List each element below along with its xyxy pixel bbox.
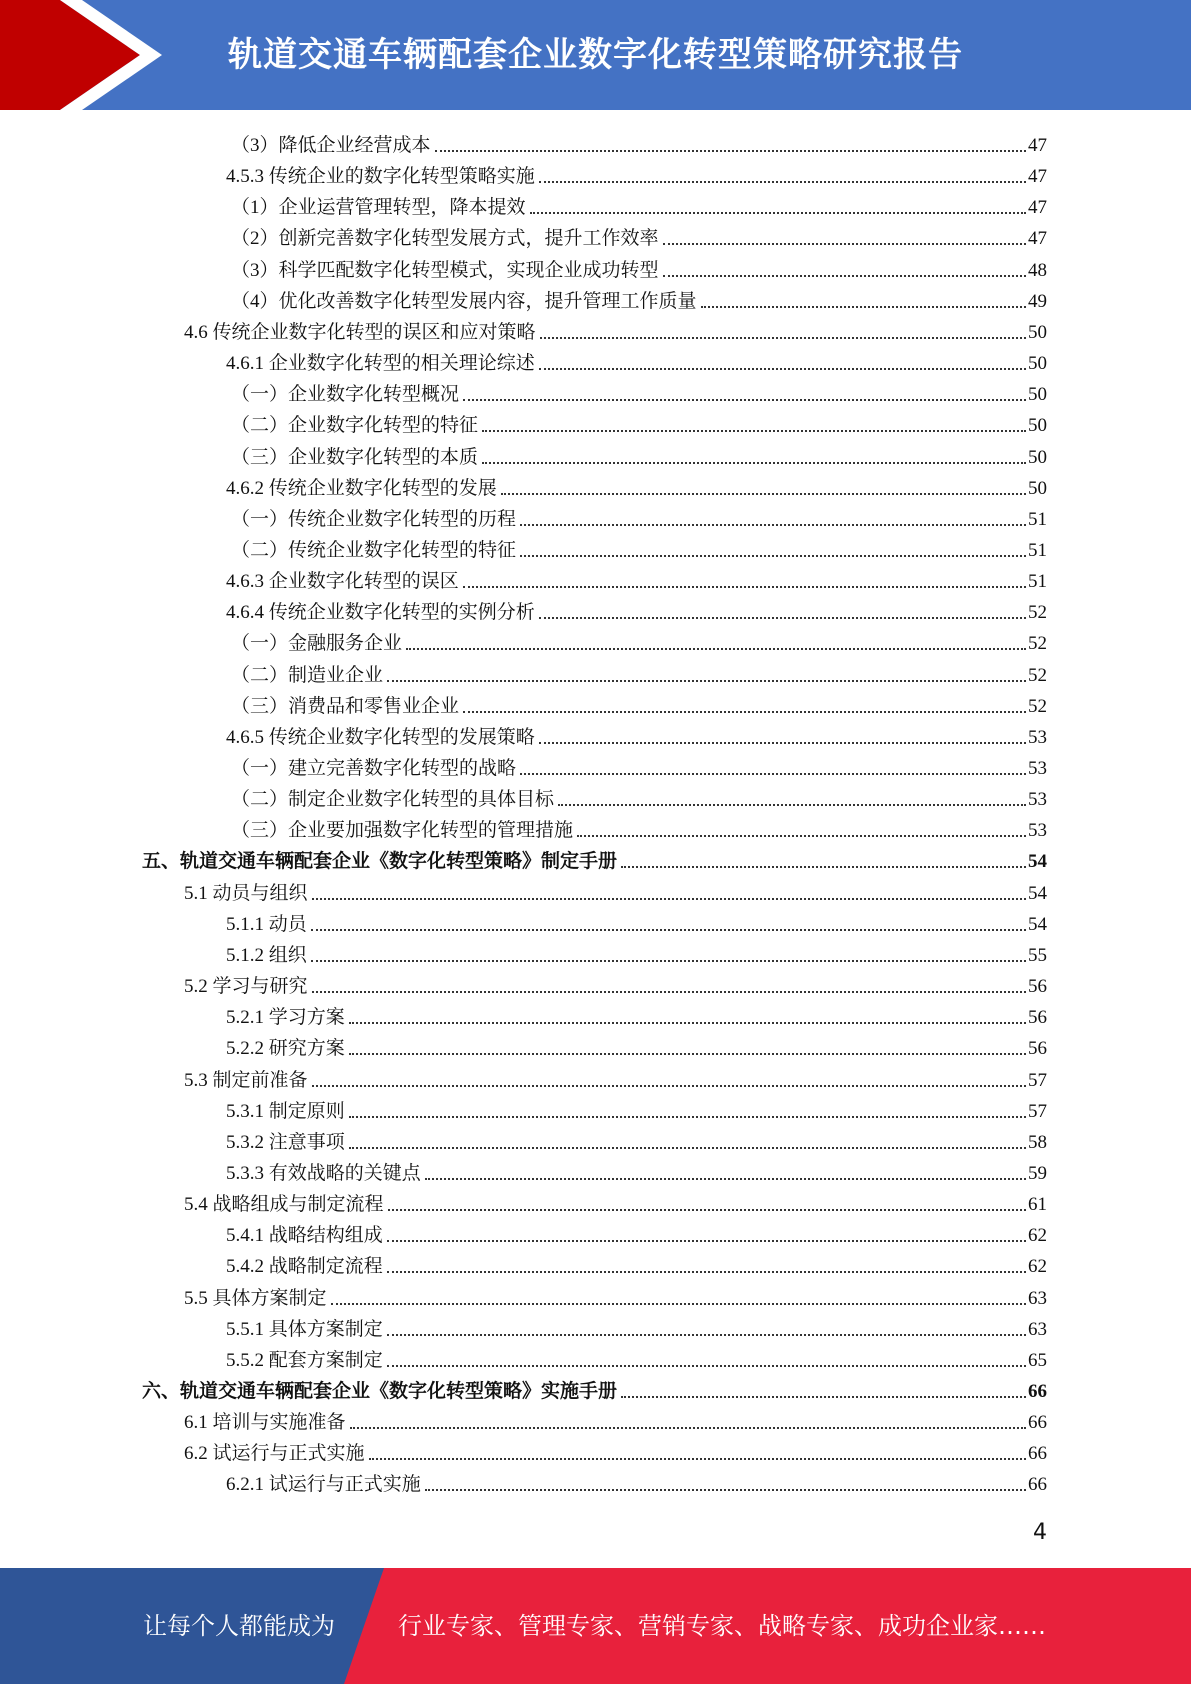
toc-entry-label: 5.4 战略组成与制定流程 — [184, 1194, 384, 1216]
toc-entry-page: 66 — [1028, 1443, 1047, 1465]
toc-entry-page: 47 — [1028, 166, 1047, 188]
toc-entry-label: （三）消费品和零售业企业 — [231, 695, 460, 717]
toc-entry-label: 5.4.1 战略结构组成 — [226, 1225, 383, 1247]
toc-entry-page: 54 — [1028, 913, 1047, 935]
toc-entry-page: 53 — [1028, 789, 1047, 811]
page-footer — [0, 1568, 1191, 1684]
toc-entry-page: 52 — [1028, 664, 1047, 686]
toc-entry-page: 66 — [1028, 1474, 1047, 1496]
toc-dot-leader — [388, 1209, 1026, 1211]
toc-entry-label: （三）企业数字化转型的本质 — [231, 446, 479, 468]
toc-entry-page: 62 — [1028, 1256, 1047, 1278]
toc-entry-page: 54 — [1028, 882, 1047, 904]
toc-entry[interactable] — [0, 252, 1191, 283]
toc-entry-label: （3）降低企业经营成本 — [231, 135, 431, 156]
toc-dot-leader — [530, 212, 1026, 214]
toc-dot-leader — [539, 742, 1026, 744]
toc-entry-page: 56 — [1028, 1038, 1047, 1060]
toc-entry-page: 50 — [1028, 415, 1047, 437]
toc-entry-label: 6.1 培训与实施准备 — [184, 1412, 346, 1434]
toc-entry-page: 52 — [1028, 602, 1047, 624]
toc-entry[interactable] — [0, 1217, 1191, 1248]
toc-entry-label: 4.6.2 传统企业数字化转型的发展 — [226, 477, 497, 499]
toc-entry[interactable] — [0, 376, 1191, 407]
toc-dot-leader — [482, 462, 1026, 464]
toc-entry-label: （三）企业要加强数字化转型的管理措施 — [231, 820, 574, 842]
toc-entry-page: 57 — [1028, 1069, 1047, 1091]
toc-entry[interactable] — [0, 1248, 1191, 1279]
toc-entry-page: 50 — [1028, 353, 1047, 375]
toc-entry-label: 5.1.2 组织 — [226, 944, 307, 966]
toc-entry-label: 4.6 传统企业数字化转型的误区和应对策略 — [184, 321, 536, 343]
toc-dot-leader — [425, 1489, 1026, 1491]
toc-entry-label: 5.2.1 学习方案 — [226, 1007, 345, 1029]
toc-entry-label: 五、轨道交通车辆配套企业《数字化转型策略》制定手册 — [142, 851, 618, 873]
toc-entry-label: 4.6.4 传统企业数字化转型的实例分析 — [226, 602, 535, 624]
page-header — [0, 0, 1191, 110]
toc-entry[interactable] — [0, 1186, 1191, 1217]
toc-entry-label: 5.3 制定前准备 — [184, 1069, 308, 1091]
footer-slogan-left: 让每个人都能成为 — [143, 1612, 335, 1640]
toc-entry-label: 4.5.3 传统企业的数字化转型策略实施 — [226, 166, 535, 188]
toc-entry[interactable] — [0, 781, 1191, 812]
toc-entry[interactable] — [0, 189, 1191, 220]
toc-dot-leader — [539, 368, 1026, 370]
toc-dot-leader — [349, 1147, 1026, 1149]
toc-entry-label: 5.3.3 有效战略的关键点 — [226, 1162, 421, 1184]
toc-entry-page: 59 — [1028, 1162, 1047, 1184]
toc-entry[interactable] — [0, 1280, 1191, 1311]
toc-entry-page: 56 — [1028, 1007, 1047, 1029]
toc-entry[interactable] — [0, 719, 1191, 750]
toc-entry[interactable] — [0, 1373, 1191, 1404]
toc-entry-page: 47 — [1028, 228, 1047, 250]
toc-entry-label: （4）优化改善数字化转型发展内容，提升管理工作质量 — [231, 290, 697, 312]
toc-dot-leader — [520, 524, 1026, 526]
toc-dot-leader — [621, 866, 1026, 868]
toc-entry[interactable] — [0, 906, 1191, 937]
toc-entry[interactable] — [0, 937, 1191, 968]
toc-entry-label: 5.5.2 配套方案制定 — [226, 1349, 383, 1371]
toc-dot-leader — [482, 430, 1026, 432]
toc-entry-label: 5.5.1 具体方案制定 — [226, 1318, 383, 1340]
toc-entry-label: 5.3.2 注意事项 — [226, 1131, 345, 1153]
toc-entry-page: 65 — [1028, 1349, 1047, 1371]
toc-entry-label: 5.1 动员与组织 — [184, 882, 308, 904]
toc-entry-page: 66 — [1028, 1412, 1047, 1434]
toc-entry-page: 66 — [1028, 1381, 1047, 1402]
toc-entry-page: 52 — [1028, 695, 1047, 717]
toc-entry[interactable] — [0, 314, 1191, 345]
toc-entry[interactable] — [0, 688, 1191, 719]
toc-entry-label: 5.1.1 动员 — [226, 913, 307, 935]
toc-entry-page: 63 — [1028, 1287, 1047, 1309]
toc-entry-label: （一）建立完善数字化转型的战略 — [231, 758, 517, 779]
toc-entry[interactable] — [0, 1466, 1191, 1497]
toc-dot-leader — [435, 150, 1026, 152]
toc-dot-leader — [311, 929, 1026, 931]
toc-dot-leader — [463, 711, 1026, 713]
toc-dot-leader — [463, 399, 1026, 401]
toc-dot-leader — [387, 1365, 1026, 1367]
toc-entry-label: 4.6.5 传统企业数字化转型的发展策略 — [226, 726, 535, 748]
toc-entry-label: 5.2.2 研究方案 — [226, 1038, 345, 1060]
toc-entry[interactable] — [0, 1062, 1191, 1093]
toc-entry-label: 5.3.1 制定原则 — [226, 1100, 345, 1122]
toc-entry-label: 六、轨道交通车辆配套企业《数字化转型策略》实施手册 — [142, 1381, 618, 1402]
toc-entry[interactable] — [0, 1342, 1191, 1373]
toc-entry-page: 56 — [1028, 976, 1047, 998]
toc-entry[interactable] — [0, 345, 1191, 376]
toc-entry[interactable] — [0, 625, 1191, 656]
toc-entry[interactable] — [0, 843, 1191, 874]
toc-entry-page: 51 — [1028, 571, 1047, 593]
toc-dot-leader — [387, 1240, 1026, 1242]
toc-entry-page: 58 — [1028, 1131, 1047, 1153]
toc-entry-label: （3）科学匹配数字化转型模式，实现企业成功转型 — [231, 259, 659, 281]
toc-entry[interactable] — [0, 563, 1191, 594]
toc-entry[interactable] — [0, 532, 1191, 563]
toc-entry-label: 6.2.1 试运行与正式实施 — [226, 1474, 421, 1496]
page-number: 4 — [1033, 1520, 1047, 1545]
toc-entry-label: 6.2 试运行与正式实施 — [184, 1443, 365, 1465]
toc-dot-leader — [539, 181, 1026, 183]
toc-entry-page: 47 — [1028, 197, 1047, 219]
toc-dot-leader — [539, 617, 1026, 619]
toc-dot-leader — [701, 306, 1026, 308]
toc-entry[interactable] — [0, 407, 1191, 438]
toc-entry[interactable] — [0, 283, 1191, 314]
toc-entry-label: 5.5 具体方案制定 — [184, 1287, 327, 1309]
toc-entry[interactable] — [0, 875, 1191, 906]
toc-entry-page: 48 — [1028, 259, 1047, 281]
toc-entry[interactable] — [0, 1030, 1191, 1061]
toc-entry-page: 55 — [1028, 944, 1047, 966]
toc-entry-page: 50 — [1028, 321, 1047, 343]
toc-entry-label: （二）企业数字化转型的特征 — [231, 415, 479, 437]
footer-slogan-right: 行业专家、管理专家、营销专家、战略专家、成功企业家…… — [398, 1612, 1046, 1640]
toc-entry-label: （一）金融服务企业 — [231, 633, 403, 655]
toc-dot-leader — [501, 493, 1026, 495]
toc-dot-leader — [312, 898, 1026, 900]
toc-entry[interactable] — [0, 750, 1191, 781]
toc-dot-leader — [663, 275, 1026, 277]
toc-dot-leader — [349, 1022, 1026, 1024]
toc-entry-page: 51 — [1028, 539, 1047, 561]
toc-dot-leader — [577, 835, 1026, 837]
toc-dot-leader — [349, 1116, 1026, 1118]
toc-entry[interactable] — [0, 1155, 1191, 1186]
toc-dot-leader — [312, 1085, 1026, 1087]
toc-entry-label: （二）制造业企业 — [231, 664, 384, 686]
toc-entry[interactable] — [0, 1435, 1191, 1466]
toc-entry-page: 50 — [1028, 477, 1047, 499]
toc-entry[interactable] — [0, 594, 1191, 625]
toc-entry[interactable] — [0, 470, 1191, 501]
toc-entry[interactable] — [0, 968, 1191, 999]
toc-entry-label: （一）企业数字化转型概况 — [231, 384, 460, 406]
toc-entry-page: 54 — [1028, 851, 1047, 873]
toc-entry[interactable] — [0, 158, 1191, 189]
toc-entry-label: 4.6.1 企业数字化转型的相关理论综述 — [226, 353, 535, 375]
toc-entry[interactable] — [0, 1404, 1191, 1435]
toc-entry-page: 53 — [1028, 758, 1047, 779]
toc-entry-label: （一）传统企业数字化转型的历程 — [231, 508, 517, 530]
toc-dot-leader — [558, 804, 1026, 806]
toc-entry-page: 51 — [1028, 508, 1047, 530]
toc-dot-leader — [350, 1427, 1026, 1429]
toc-dot-leader — [349, 1053, 1026, 1055]
toc-dot-leader — [387, 1271, 1026, 1273]
toc-entry[interactable] — [0, 999, 1191, 1030]
toc-dot-leader — [520, 773, 1026, 775]
toc-entry-label: （二）制定企业数字化转型的具体目标 — [231, 789, 555, 811]
toc-entry-page: 62 — [1028, 1225, 1047, 1247]
toc-entry-page: 63 — [1028, 1318, 1047, 1340]
toc-entry[interactable] — [0, 501, 1191, 532]
toc-entry-page: 52 — [1028, 633, 1047, 655]
toc-entry-page: 53 — [1028, 820, 1047, 842]
toc-entry[interactable] — [0, 1311, 1191, 1342]
toc-entry[interactable] — [0, 439, 1191, 470]
toc-entry-page: 61 — [1028, 1194, 1047, 1216]
toc-dot-leader — [406, 648, 1026, 650]
toc-dot-leader — [540, 337, 1026, 339]
toc-dot-leader — [663, 243, 1026, 245]
toc-dot-leader — [387, 680, 1026, 682]
toc-entry[interactable] — [0, 127, 1191, 158]
toc-entry-label: （二）传统企业数字化转型的特征 — [231, 539, 517, 561]
toc-entry[interactable] — [0, 812, 1191, 843]
toc-entry[interactable] — [0, 1093, 1191, 1124]
toc-entry-label: （2）创新完善数字化转型发展方式，提升工作效率 — [231, 228, 659, 250]
toc-entry[interactable] — [0, 657, 1191, 688]
toc-dot-leader — [621, 1396, 1026, 1398]
report-title: 轨道交通车辆配套企业数字化转型策略研究报告 — [228, 35, 963, 75]
toc-entry-page: 47 — [1028, 135, 1047, 156]
toc-dot-leader — [463, 586, 1026, 588]
toc-entry[interactable] — [0, 1124, 1191, 1155]
toc-dot-leader — [331, 1303, 1026, 1305]
toc-dot-leader — [520, 555, 1026, 557]
toc-entry-page: 50 — [1028, 446, 1047, 468]
toc-dot-leader — [387, 1334, 1026, 1336]
toc-entry-label: 4.6.3 企业数字化转型的误区 — [226, 571, 459, 593]
toc-dot-leader — [311, 960, 1026, 962]
toc-entry-page: 49 — [1028, 290, 1047, 312]
toc-entry-page: 57 — [1028, 1100, 1047, 1122]
toc-entry-label: （1）企业运营管理转型，降本提效 — [231, 197, 526, 219]
toc-entry[interactable] — [0, 220, 1191, 251]
toc-entry-label: 5.4.2 战略制定流程 — [226, 1256, 383, 1278]
toc-dot-leader — [312, 991, 1026, 993]
toc-dot-leader — [425, 1178, 1026, 1180]
toc-entry-label: 5.2 学习与研究 — [184, 976, 308, 998]
toc-entry-page: 50 — [1028, 384, 1047, 406]
toc-dot-leader — [369, 1458, 1026, 1460]
toc-entry-page: 53 — [1028, 726, 1047, 748]
